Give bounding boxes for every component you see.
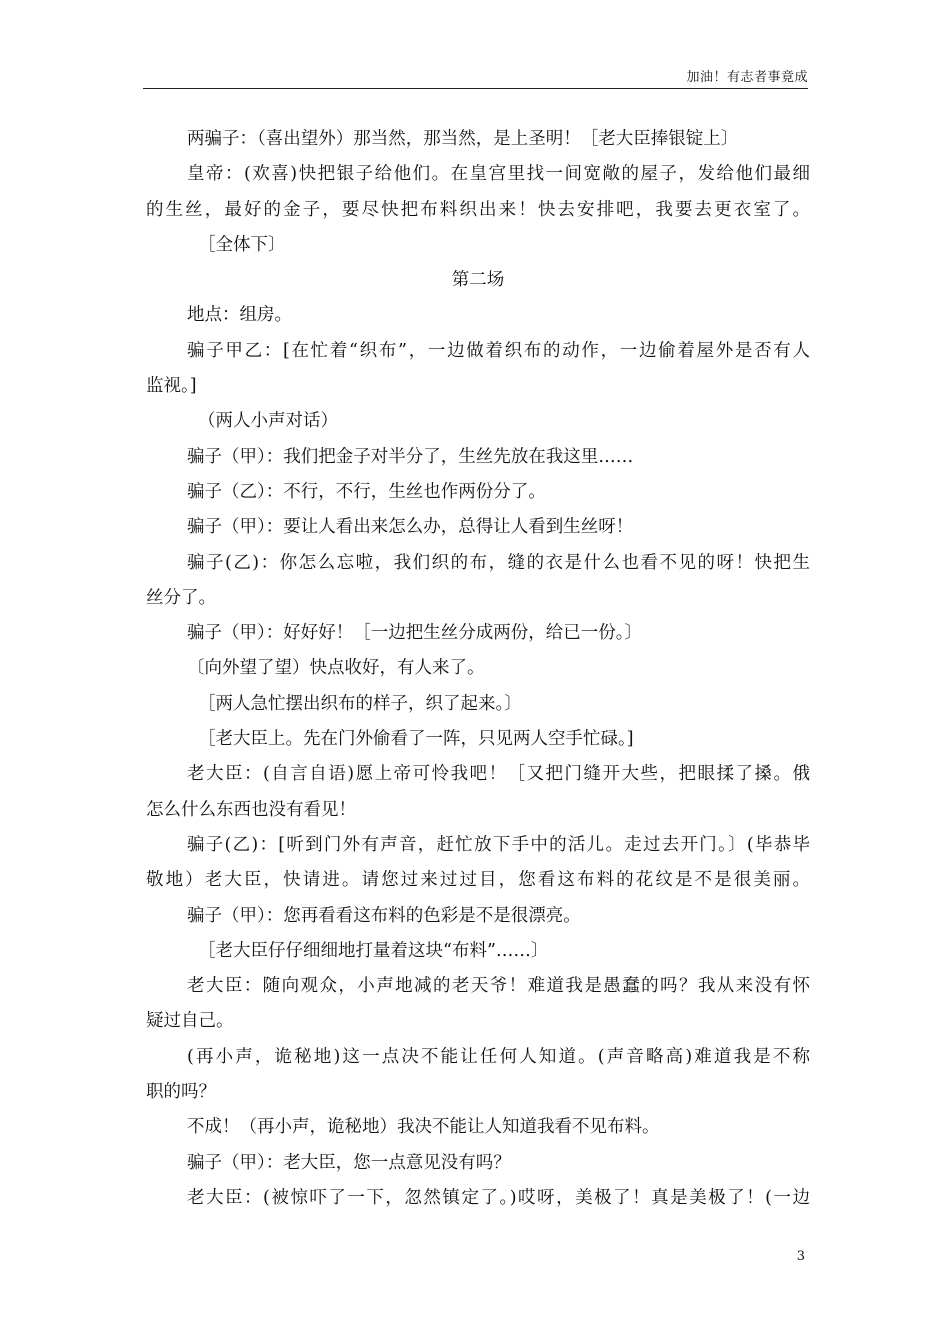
script-line: 监视。] [146, 376, 197, 397]
script-line: 骗子（甲）：要让人看出来怎么办，总得让人看到生丝呀！ [187, 517, 634, 538]
script-line: （两人小声对话） [198, 411, 338, 432]
script-line: 骗子（甲）：好好好！［一边把生丝分成两份，给已一份。〕 [187, 623, 642, 644]
script-line: 骗子（乙）：不行，不行，生丝也作两份分了。 [187, 481, 546, 502]
script-line: 敬地）老大臣，快请进。请您过来过过目，您看这布料的花纹是不是很美丽。 [146, 870, 810, 891]
script-line: 骗子(乙)：你怎么忘啦，我们织的布，缝的衣是什么也看不见的呀！快把生 [187, 552, 810, 573]
script-line: 地点：组房。 [187, 305, 292, 326]
script-line: ［两人急忙摆出织布的样子，织了起来。〕 [198, 693, 522, 714]
page-number: 3 [796, 1249, 805, 1264]
script-line: 怎么什么东西也没有看见！ [146, 799, 356, 820]
scene-title: 第二场 [451, 270, 505, 291]
script-line: 老大臣：随向观众，小声地减的老天爷！难道我是愚蠢的吗？我从来没有怀 [187, 976, 810, 997]
script-line: (再小声，诡秘地)这一点决不能让任何人知道。(声音略高)难道我是不称 [187, 1046, 810, 1067]
script-line: 〔向外望了望）快点收好，有人来了。 [187, 658, 485, 679]
script-line: 丝分了。 [146, 587, 216, 608]
script-line: 职的吗？ [146, 1082, 216, 1103]
script-line: 老大臣：(被惊吓了一下，忽然镇定了。)哎呀，美极了！真是美极了！(一边 [187, 1187, 810, 1208]
script-line: 骗子（甲）：我们把金子对半分了，生丝先放在我这里…… [187, 446, 634, 467]
script-body [146, 122, 810, 1216]
script-line: 老大臣：(自言自语)愿上帝可怜我吧！［又把门缝开大些，把眼揉了搡。俄 [187, 764, 810, 785]
header-slogan: 加油！有志者事竟成 [686, 70, 808, 85]
page-header [143, 62, 808, 89]
script-line: 骗子（甲）：老大臣，您一点意见没有吗？ [187, 1152, 511, 1173]
script-line: 两骗子：（喜出望外）那当然，那当然，是上圣明！［老大臣捧银锭上〕 [187, 129, 739, 149]
script-line: 骗子(乙)：[听到门外有声音，赶忙放下手中的活儿。走过去开门。〕(毕恭毕 [187, 834, 810, 855]
script-line: 骗子甲乙：[在忙着“织布”，一边做着织布的动作，一边偷着屋外是否有人 [187, 340, 810, 361]
script-line: ［老大臣上。先在门外偷看了一阵，只见两人空手忙碌。] [198, 729, 634, 750]
script-line: ［老大臣仔仔细细地打量着这块“布料”……〕 [198, 940, 549, 961]
script-line: 的生丝，最好的金子，要尽快把布料织出来！快去安排吧，我要去更衣室了。 [146, 199, 810, 220]
script-line: 皇帝：(欢喜)快把银子给他们。在皇宫里找一间宽敞的屋子，发给他们最细 [187, 164, 810, 185]
script-line: 骗子（甲）：您再看看这布料的色彩是不是很漂亮。 [187, 905, 581, 926]
script-line: 不成！（再小声，诡秘地）我决不能让人知道我看不见布料。 [187, 1117, 660, 1138]
script-line: 疑过自己。 [146, 1011, 234, 1032]
script-line: ［全体下〕 [198, 234, 286, 255]
